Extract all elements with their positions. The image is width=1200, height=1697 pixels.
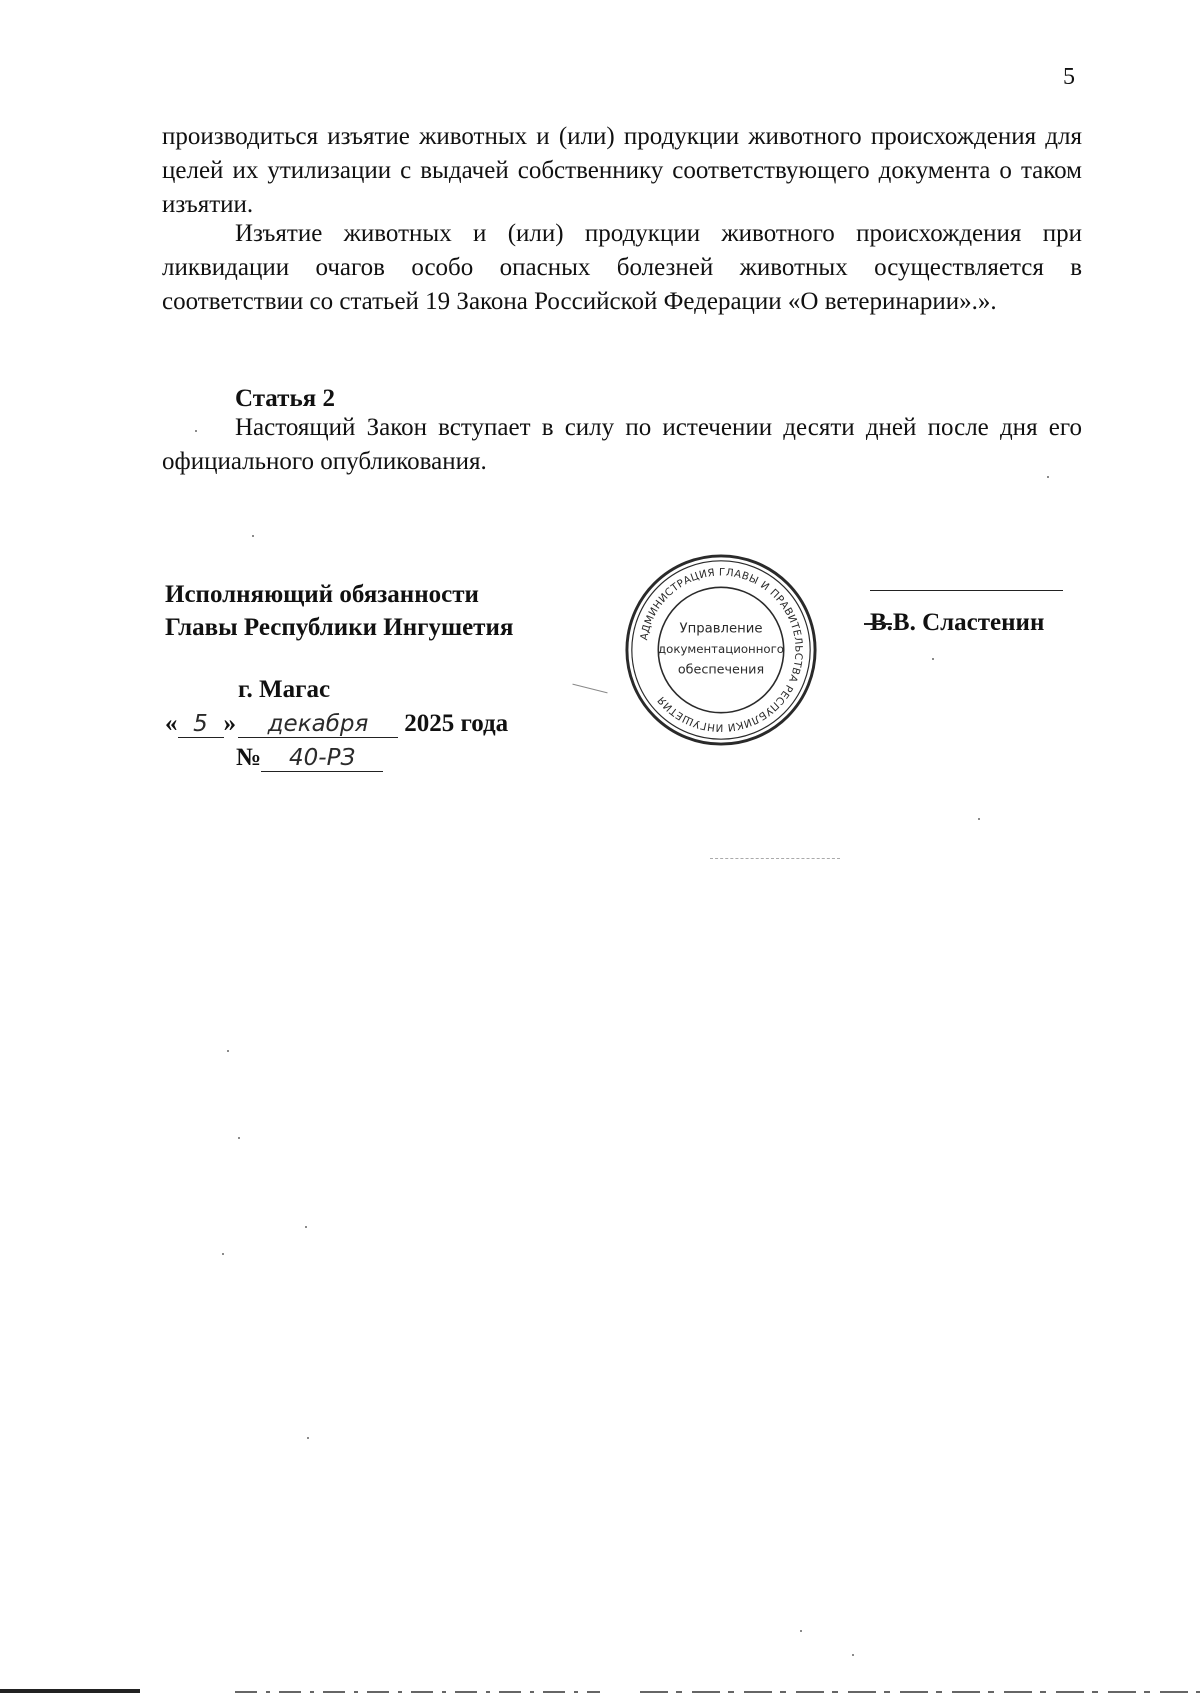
scan-speck — [307, 1437, 309, 1439]
scan-artifact-line — [710, 858, 840, 859]
signature-line — [870, 590, 1063, 591]
paragraph-2: Изъятие животных и (или) продукции животного происхождения при ликвидации очагов особо опасных болезней животных осуществляется в соответствии со статьей 19 Закона Российской Федерации «О ветеринарии».». — [162, 220, 1082, 315]
scan-speck — [978, 818, 980, 820]
scan-speck — [1047, 476, 1049, 478]
seal-line-3: обеспечения — [677, 662, 765, 678]
seal-ring-text: АДМИНИСТРАЦИЯ ГЛАВЫ И ПРАВИТЕЛЬСТВА РЕСПУБЛИКИ ИНГУШЕТИЯ — [638, 566, 805, 734]
signatory-name: В.В. Сластенин — [870, 609, 1045, 636]
scan-speck — [222, 1253, 224, 1255]
place-of-signing: г. Магас — [238, 676, 331, 703]
scan-speck — [932, 658, 934, 660]
law-number-prefix: № — [236, 744, 262, 771]
signatory-title-line-2: Главы Республики Ингушетия — [165, 614, 514, 641]
scan-speck — [305, 1226, 307, 1228]
date-open-quote: « — [165, 710, 178, 737]
official-seal — [623, 552, 819, 748]
scan-speck — [195, 430, 197, 432]
seal-line-2: документационного — [658, 641, 784, 656]
signatory-title-line-1: Исполняющий обязанности — [165, 581, 479, 608]
scan-speck — [238, 1137, 240, 1139]
signature-stroke — [864, 623, 892, 625]
seal-line-1: Управление — [679, 621, 763, 637]
scan-speck — [852, 1654, 854, 1656]
paragraph-1: производиться изъятие животных и (или) продукции животного происхождения для целей их утилизации с выдачей собственнику соответствующего документа о таком изъятии. — [162, 123, 1082, 218]
scan-speck — [800, 1630, 802, 1632]
article-text: Настоящий Закон вступает в силу по истечении десяти дней после дня его официального опубликования. — [162, 414, 1082, 475]
scan-bottom-border — [0, 1687, 1200, 1697]
scan-speck — [227, 1050, 229, 1052]
date-day: 5 — [178, 711, 224, 738]
scan-artifact-stroke — [572, 684, 607, 694]
scan-speck — [252, 535, 254, 537]
article-title: Статья 2 — [235, 385, 335, 412]
law-number — [236, 742, 383, 774]
law-number-value: 40-РЗ — [261, 745, 383, 772]
date-year: 2025 года — [404, 710, 509, 737]
date-close-quote: » — [223, 710, 236, 737]
date-month: декабря — [238, 711, 398, 738]
signing-date — [165, 708, 508, 740]
signatory-name-block — [870, 608, 1044, 638]
signatory-title — [165, 578, 513, 644]
page-number: 5 — [1063, 64, 1075, 90]
